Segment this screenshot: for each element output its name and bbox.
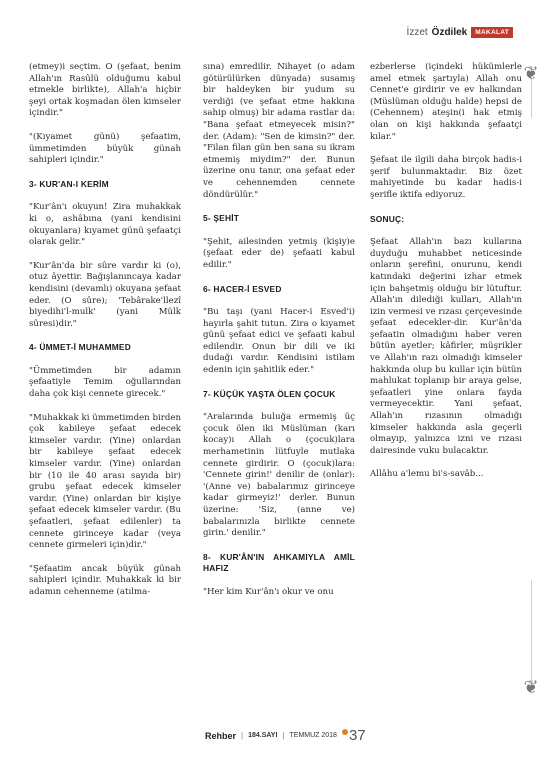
paragraph: "Her kim Kur'ân'ı okur ve onu xyxy=(203,586,334,597)
section-heading: 6- HACER-İ ESVED xyxy=(203,283,282,294)
separator: | xyxy=(241,731,244,740)
column-2 xyxy=(203,62,355,611)
paragraph: Şefaat ile ilgili daha birçok hadis-i şerif bulunmaktadır. Biz özet mahiyetinde bu kadar hadis-i şerifle iktifa ediyoruz. xyxy=(370,155,522,200)
paragraph: "Muhakkak ki ümmetimden birden çok kabileye şefaat edecek kimseler vardır. (Yine) onlardan bir kabileye şefaat edecek kimseler vardır. (Yine) onlardan bir (10 ile 40 arası sayıda bir) grubu şefaat edecek kimseler vardır. (Yine) onlardan bir kişiye şefaat edecek kimseler vardır. (Bu şefaatleri, şefaat edilenler) ta cennete girinceye kadar (veya cennete girmeleri için)dir." xyxy=(29,412,181,551)
paragraph: "Şefaatim ancak büyük günah sahipleri içindir. Muhakkak ki bir adamın cehenneme (atılma- xyxy=(29,563,181,597)
paragraph: "(Kıyamet günü) şefaatim, ümmetimden büyük günah sahipleri içindir." xyxy=(29,131,181,166)
magazine-logo: Rehber xyxy=(205,730,237,741)
paragraph: "Kur'ân'ı okuyun! Zira muhakkak ki o, ashâbına (yani kendisini okuyanlara) kıyamet günü şefaatçi olarak gelir." xyxy=(29,202,181,248)
paragraph: Şefaat Allah'ın bazı kullarına duyduğu muhabbet neticesinde onların şerefini, onurunu, kendi katındaki değerini izhar etmek için bahşetmiş olduğu bir lütuftur. Allah'ın dilediği kulları, Allah'ın izin vermesi ve rızası çerçevesinde şefaat edecekler-dir. Kur'ân'da şefaatin olmadığını haber veren bütün ayetler; kâfirler, müşrikler ve Allah'ın razı olmadığı kimseler hakkında olup bu kullar için bütün mahlukat toplanıp bir araya gelse, şefaatleri yine onlara fayda vermeyecektir. Yani şefaat, Allah'ın rızasının olmadığı kimseler hakkında asla geçerli olmayıp, yalnızca izni ve rızası dairesinde vuku bulacaktır. xyxy=(370,237,522,456)
section-heading: SONUÇ: xyxy=(370,213,405,224)
paragraph: "Aralarında buluğa ermemiş üç çocuk ölen iki Müslüman (karı kocay)ı Allah o (çocuk)lara merhametinin lütfuyle mutlaka cennete girdirir. O (çocuk)lara: 'Cennete girin!' denilir de (onlar): '(Anne ve) babalarımız girinceye kadar girmeyiz!' derler. Bunun üzerine: 'Siz, (anne ve) babalarınızla birlikte cennete girin.' denilir." xyxy=(203,412,355,539)
section-heading: 8- KUR'ÂN'IN AHKAMIYLA AMİL HAFIZ xyxy=(203,551,355,574)
column-3 xyxy=(370,62,522,493)
paragraph: Allâhu a'lemu bi's-savâb... xyxy=(370,469,484,480)
section-heading: 5- ŞEHİT xyxy=(203,213,240,224)
column-1 xyxy=(29,62,181,611)
page-number: 37 xyxy=(348,727,366,744)
paragraph: "Kur'ân'da bir sûre vardır ki (o), otuz âyettir. Bağışlanıncaya kadar kendisini (devamlı) okuyana şefaat eder. (O sûre); 'Tebârake'llezî biyedihi'l-mulk' (yani Mülk sûresi)dir." xyxy=(29,260,181,329)
paragraph: ezberlerse (içindeki hükümlerle amel etmek şartıyla) Allah onu Cennet'e girdirir ve ev halkından (Müslüman olduğu halde) hepsi de (Cehennem) ateşin(i hak etmiş olan on kişi hakkında şefaatçi kılar." xyxy=(370,62,522,142)
separator: | xyxy=(282,731,285,740)
section-heading: 7- KÜÇÜK YAŞTA ÖLEN ÇOCUK xyxy=(203,388,336,399)
author-first-name: İzzet xyxy=(406,27,428,38)
section-tag: MAKALAT xyxy=(471,27,513,38)
issue-number: 184.SAYI xyxy=(248,732,278,739)
paragraph: "Şehit, ailesinden yetmiş (kişiy)e (şefaat eder de) şefaati kabul edilir." xyxy=(203,236,355,270)
ornament-icon: ❦ xyxy=(523,63,539,84)
author-last-name: Özdilek xyxy=(431,27,468,38)
ornament-icon: ❦ xyxy=(523,677,539,698)
page-footer xyxy=(205,727,366,744)
issue-date: TEMMUZ 2018 xyxy=(289,732,337,739)
section-heading: 4- ÜMMET-İ MUHAMMED xyxy=(29,342,131,353)
margin-rule xyxy=(531,580,532,680)
paragraph: sına) emredilir. Nihayet (o adam götürülürken dünyada) susamış bir haldeyken bir yudum su verdiği (ve şefaat etme hakkına sahip olmuş) bir adama rastlar da: "Bana şefaat etmeyecek misin?" der. (Adam): "Sen de kimsin?" der. "Filan filan gün ben sana su ikram etmemiş miydim?" der. Bunun üzerine onu tanır, ona şefaat eder ve cehennemden cennete döndürülür." xyxy=(203,62,355,200)
paragraph: (etmey)i seçtim. O (şefaat, benim Allah'ın Rasûlü olduğumu kabul etmekle birlikte), Allah'a hiçbir şeyi ortak koşmadan ölen kimseler içindir." xyxy=(29,62,181,119)
paragraph: "Ümmetimden bir adamın şefaatiyle Temim oğullarından daha çok kişi cennete girecek." xyxy=(29,365,181,400)
paragraph: "Bu taşı (yani Hacer-i Esved'i) hayırla şahit tutun. Zira o kıyamet günü şefaat edici ve şefaati kabul edilendir. Onun bir dili ve iki dudağı vardır. Kendisini istilam edenin için şahitlik eder." xyxy=(203,307,355,376)
section-heading: 3- KUR'AN-I KERİM xyxy=(29,178,109,189)
accent-dot-icon xyxy=(342,729,348,735)
page-header xyxy=(407,27,513,38)
